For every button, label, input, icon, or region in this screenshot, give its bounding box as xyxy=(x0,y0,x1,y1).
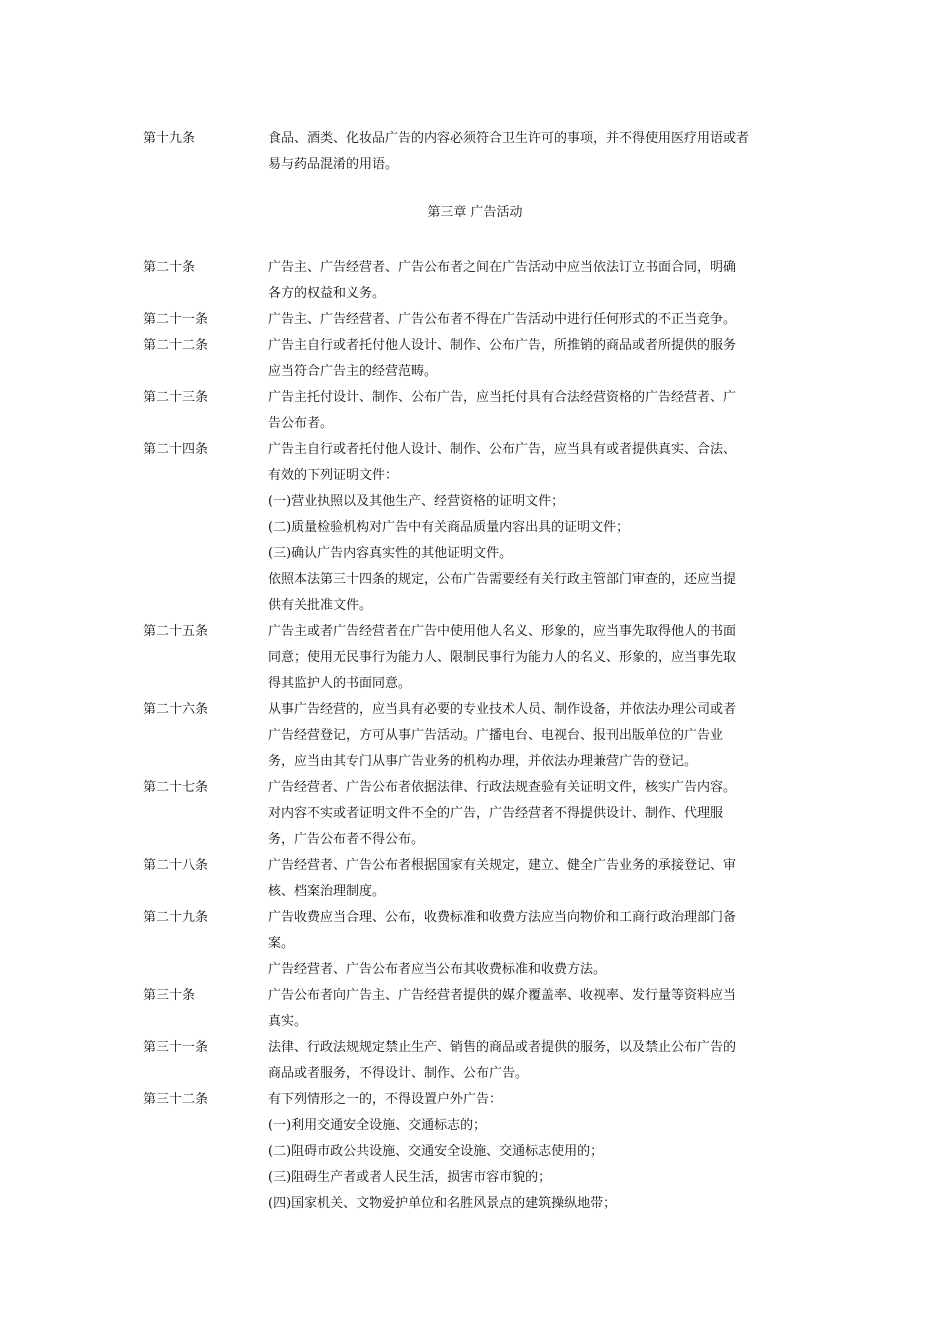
article-line: 有下列情形之一的，不得设置户外广告： xyxy=(268,1092,503,1107)
article-number: 第二十八条 xyxy=(143,858,209,873)
article-line: 广告经营登记，方可从事广告活动。广播电台、电视台、报刊出版单位的广告业 xyxy=(268,728,724,743)
article-line: 核、档案治理制度。 xyxy=(268,884,386,899)
article-number: 第二十条 xyxy=(143,260,196,275)
article-line: 依照本法第三十四条的规定，公布广告需要经有关行政主管部门审查的，还应当提 xyxy=(268,572,737,587)
article-line: 广告主自行或者托付他人设计、制作、公布广告，应当具有或者提供真实、合法、 xyxy=(268,442,737,457)
article-line: 食品、酒类、化妆品广告的内容必须符合卫生许可的事项，并不得使用医疗用语或者 xyxy=(268,131,750,146)
article-number: 第二十四条 xyxy=(143,442,209,457)
article-line: 商品或者服务，不得设计、制作、公布广告。 xyxy=(268,1066,529,1081)
article-line: 应当符合广告主的经营范畴。 xyxy=(268,364,438,379)
article-line: 从事广告经营的，应当具有必要的专业技术人员、制作设备，并依法办理公司或者 xyxy=(268,702,737,717)
article-number: 第二十二条 xyxy=(143,338,209,353)
article-line: 供有关批准文件。 xyxy=(268,598,373,613)
article-number: 第二十一条 xyxy=(143,312,209,327)
article-line: 法律、行政法规规定禁止生产、销售的商品或者提供的服务，以及禁止公布广告的 xyxy=(268,1040,737,1055)
article-line: 务，广告公布者不得公布。 xyxy=(268,832,425,847)
article-line: 告公布者。 xyxy=(268,416,334,431)
article-line: 案。 xyxy=(268,936,295,951)
article-line: 广告经营者、广告公布者应当公布其收费标准和收费方法。 xyxy=(268,962,607,977)
article-line: (一)利用交通安全设施、交通标志的； xyxy=(268,1118,487,1133)
article-line: (二)阻碍市政公共设施、交通安全设施、交通标志使用的； xyxy=(268,1144,604,1159)
article-line: 真实。 xyxy=(268,1014,308,1029)
article-line: (三)确认广告内容真实性的其他证明文件。 xyxy=(268,546,513,561)
article-line: 广告主自行或者托付他人设计、制作、公布广告，所推销的商品或者所提供的服务 xyxy=(268,338,737,353)
article-line: (三)阻碍生产者或者人民生活，损害市容市貌的； xyxy=(268,1170,552,1185)
article-line: (二)质量检验机构对广告中有关商品质量内容出具的证明文件； xyxy=(268,520,630,535)
article-line: 有效的下列证明文件： xyxy=(268,468,399,483)
article-line: 广告主、广告经营者、广告公布者不得在广告活动中进行任何形式的不正当竞争。 xyxy=(268,312,737,327)
article-number: 第二十五条 xyxy=(143,624,209,639)
article-line: (四)国家机关、文物爱护单位和名胜风景点的建筑操纵地带； xyxy=(268,1196,617,1211)
article-line: 得其监护人的书面同意。 xyxy=(268,676,412,691)
article-line: (一)营业执照以及其他生产、经营资格的证明文件； xyxy=(268,494,565,509)
article-line: 广告主托付设计、制作、公布广告，应当托付具有合法经营资格的广告经营者、广 xyxy=(268,390,737,405)
article-number: 第三十一条 xyxy=(143,1040,209,1055)
article-line: 广告公布者向广告主、广告经营者提供的媒介覆盖率、收视率、发行量等资料应当 xyxy=(268,988,737,1003)
article-number: 第三十二条 xyxy=(143,1092,209,1107)
article-number: 第二十九条 xyxy=(143,910,209,925)
article-line: 同意；使用无民事行为能力人、限制民事行为能力人的名义、形象的，应当事先取 xyxy=(268,650,737,665)
article-line: 广告经营者、广告公布者根据国家有关规定，建立、健全广告业务的承接登记、审 xyxy=(268,858,737,873)
article-line: 易与药品混淆的用语。 xyxy=(268,157,399,172)
article-line: 广告主或者广告经营者在广告中使用他人名义、形象的，应当事先取得他人的书面 xyxy=(268,624,737,639)
article-line: 对内容不实或者证明文件不全的广告，广告经营者不得提供设计、制作、代理服 xyxy=(268,806,724,821)
article-line: 广告经营者、广告公布者依据法律、行政法规查验有关证明文件，核实广告内容。 xyxy=(268,780,737,795)
chapter-heading: 第三章 广告活动 xyxy=(427,205,523,220)
article-number: 第二十七条 xyxy=(143,780,209,795)
article-line: 广告收费应当合理、公布，收费标准和收费方法应当向物价和工商行政治理部门备 xyxy=(268,910,737,925)
article-line: 广告主、广告经营者、广告公布者之间在广告活动中应当依法订立书面合同，明确 xyxy=(268,260,737,275)
article-number: 第三十条 xyxy=(143,988,196,1003)
article-number: 第二十三条 xyxy=(143,390,209,405)
article-line: 务，应当由其专门从事广告业务的机构办理，并依法办理兼营广告的登记。 xyxy=(268,754,698,769)
article-line: 各方的权益和义务。 xyxy=(268,286,386,301)
article-number: 第二十六条 xyxy=(143,702,209,717)
article-number: 第十九条 xyxy=(143,131,196,146)
